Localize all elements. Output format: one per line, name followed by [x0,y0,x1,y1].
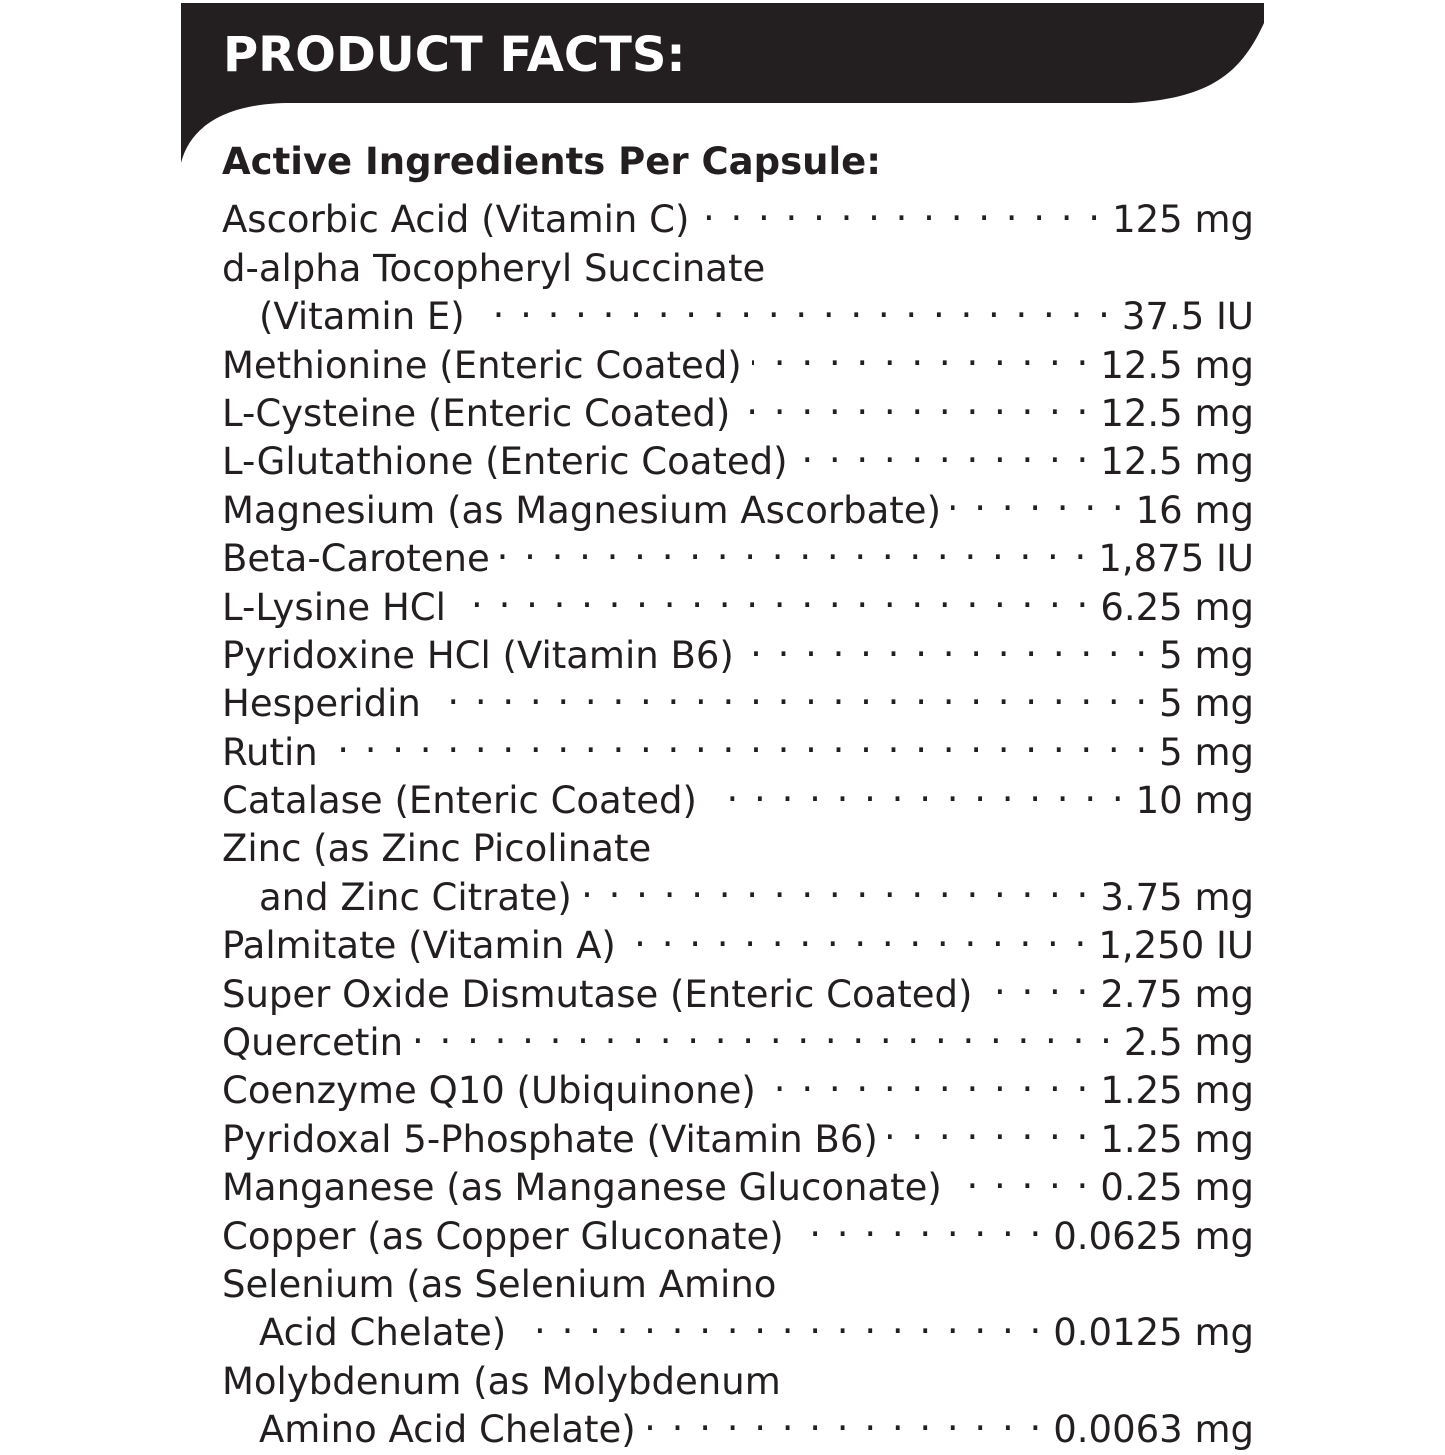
ingredient-amount: 37.5 IU [1121,295,1254,339]
dot-leader [516,1297,1043,1345]
ingredient-name: and Zinc Citrate) [259,875,572,919]
ingredient-amount: 0.25 mg [1100,1166,1254,1210]
ingredient-amount: 5 mg [1159,730,1254,774]
ingredient-name: L-Glutathione (Enteric Coated) [222,440,788,484]
page-title: PRODUCT FACTS: [223,27,686,83]
ingredient-name: Manganese (as Manganese Gluconate) [222,1166,942,1210]
dot-leader [456,571,1090,619]
ingredient-amount: 125 mg [1112,198,1254,242]
ingredient-name: Methionine (Enteric Coated) [222,343,742,387]
ingredient-name: Magnesium (as Magnesium Ascorbate) [222,488,942,532]
product-facts-panel [181,3,1264,1452]
dot-leader [766,1055,1091,1103]
dot-leader [982,958,1090,1006]
ingredient-amount: 2.5 mg [1123,1021,1254,1065]
dot-leader [328,716,1149,764]
dot-leader [413,1007,1114,1055]
ingredient-amount: 16 mg [1135,488,1254,532]
ingredient-name: Quercetin [222,1021,404,1065]
dot-leader [888,1103,1091,1151]
dot-leader [431,668,1149,716]
ingredient-name: Palmitate (Vitamin A) [222,924,616,968]
ingredient-name: Pyridoxal 5-Phosphate (Vitamin B6) [222,1117,878,1161]
ingredient-name: Molybdenum (as Molybdenum [222,1359,781,1403]
ingredient-amount: 1.25 mg [1100,1117,1254,1161]
dot-leader [775,232,1244,280]
ingredient-name: Zinc (as Zinc Picolinate [222,827,652,871]
ingredient-name: Ascorbic Acid (Vitamin C) [222,198,690,242]
dot-leader [661,813,1244,861]
ingredient-amount: 0.0063 mg [1053,1408,1254,1452]
ingredient-name: Pyridoxine HCl (Vitamin B6) [222,633,734,677]
ingredient-name: Amino Acid Chelate) [259,1408,636,1452]
dot-leader [582,861,1091,909]
dot-leader [951,474,1126,522]
ingredient-amount: 1,250 IU [1098,924,1254,968]
ingredient-amount: 12.5 mg [1100,440,1254,484]
dot-leader [500,523,1089,571]
ingredient-amount: 12.5 mg [1100,391,1254,435]
dot-leader [786,1249,1244,1297]
dot-leader [752,329,1091,377]
ingredient-amount: 5 mg [1159,682,1254,726]
dot-leader [707,765,1126,813]
ingredient-amount: 3.75 mg [1100,875,1254,919]
ingredient-amount: 6.25 mg [1100,585,1254,629]
ingredient-name: (Vitamin E) [259,295,465,339]
dot-leader [626,910,1089,958]
dot-leader [952,1152,1091,1200]
ingredient-amount: 1,875 IU [1098,537,1254,581]
ingredient-row [222,716,1254,774]
ingredient-name: Copper (as Copper Gluconate) [222,1214,784,1258]
ingredient-name: Rutin [222,730,318,774]
ingredient-amount: 1.25 mg [1100,1069,1254,1113]
ingredient-amount: 10 mg [1135,779,1254,823]
ingredient-name: L-Lysine HCl [222,585,446,629]
dot-leader [740,378,1090,426]
ingredient-amount: 0.0125 mg [1053,1311,1254,1355]
dot-leader [794,1200,1044,1248]
ingredient-name: Coenzyme Q10 (Ubiquinone) [222,1069,756,1113]
ingredient-name: L-Cysteine (Enteric Coated) [222,391,731,435]
dot-leader [646,1394,1044,1442]
dot-leader [744,620,1149,668]
ingredient-name: Beta-Carotene [222,537,490,581]
dot-leader [699,184,1102,232]
ingredient-name: Hesperidin [222,682,421,726]
ingredient-amount: 5 mg [1159,633,1254,677]
ingredient-name: Selenium (as Selenium Amino [222,1262,777,1306]
ingredients-rows [222,184,1254,1452]
ingredient-row [222,765,1254,823]
ingredient-amount: 0.0625 mg [1053,1214,1254,1258]
ingredient-name: Super Oxide Dismutase (Enteric Coated) [222,972,973,1016]
ingredient-amount: 12.5 mg [1100,343,1254,387]
ingredients-list [222,136,1254,1452]
dot-leader [475,281,1112,329]
dot-leader [791,1345,1244,1393]
ingredient-amount: 2.75 mg [1100,972,1254,1016]
ingredients-heading: Active Ingredients Per Capsule: [222,140,882,183]
ingredient-row [222,184,1254,242]
ingredient-name: Catalase (Enteric Coated) [222,779,697,823]
ingredient-name: Acid Chelate) [259,1311,507,1355]
dot-leader [798,426,1091,474]
ingredient-name: d-alpha Tocopheryl Succinate [222,246,766,290]
